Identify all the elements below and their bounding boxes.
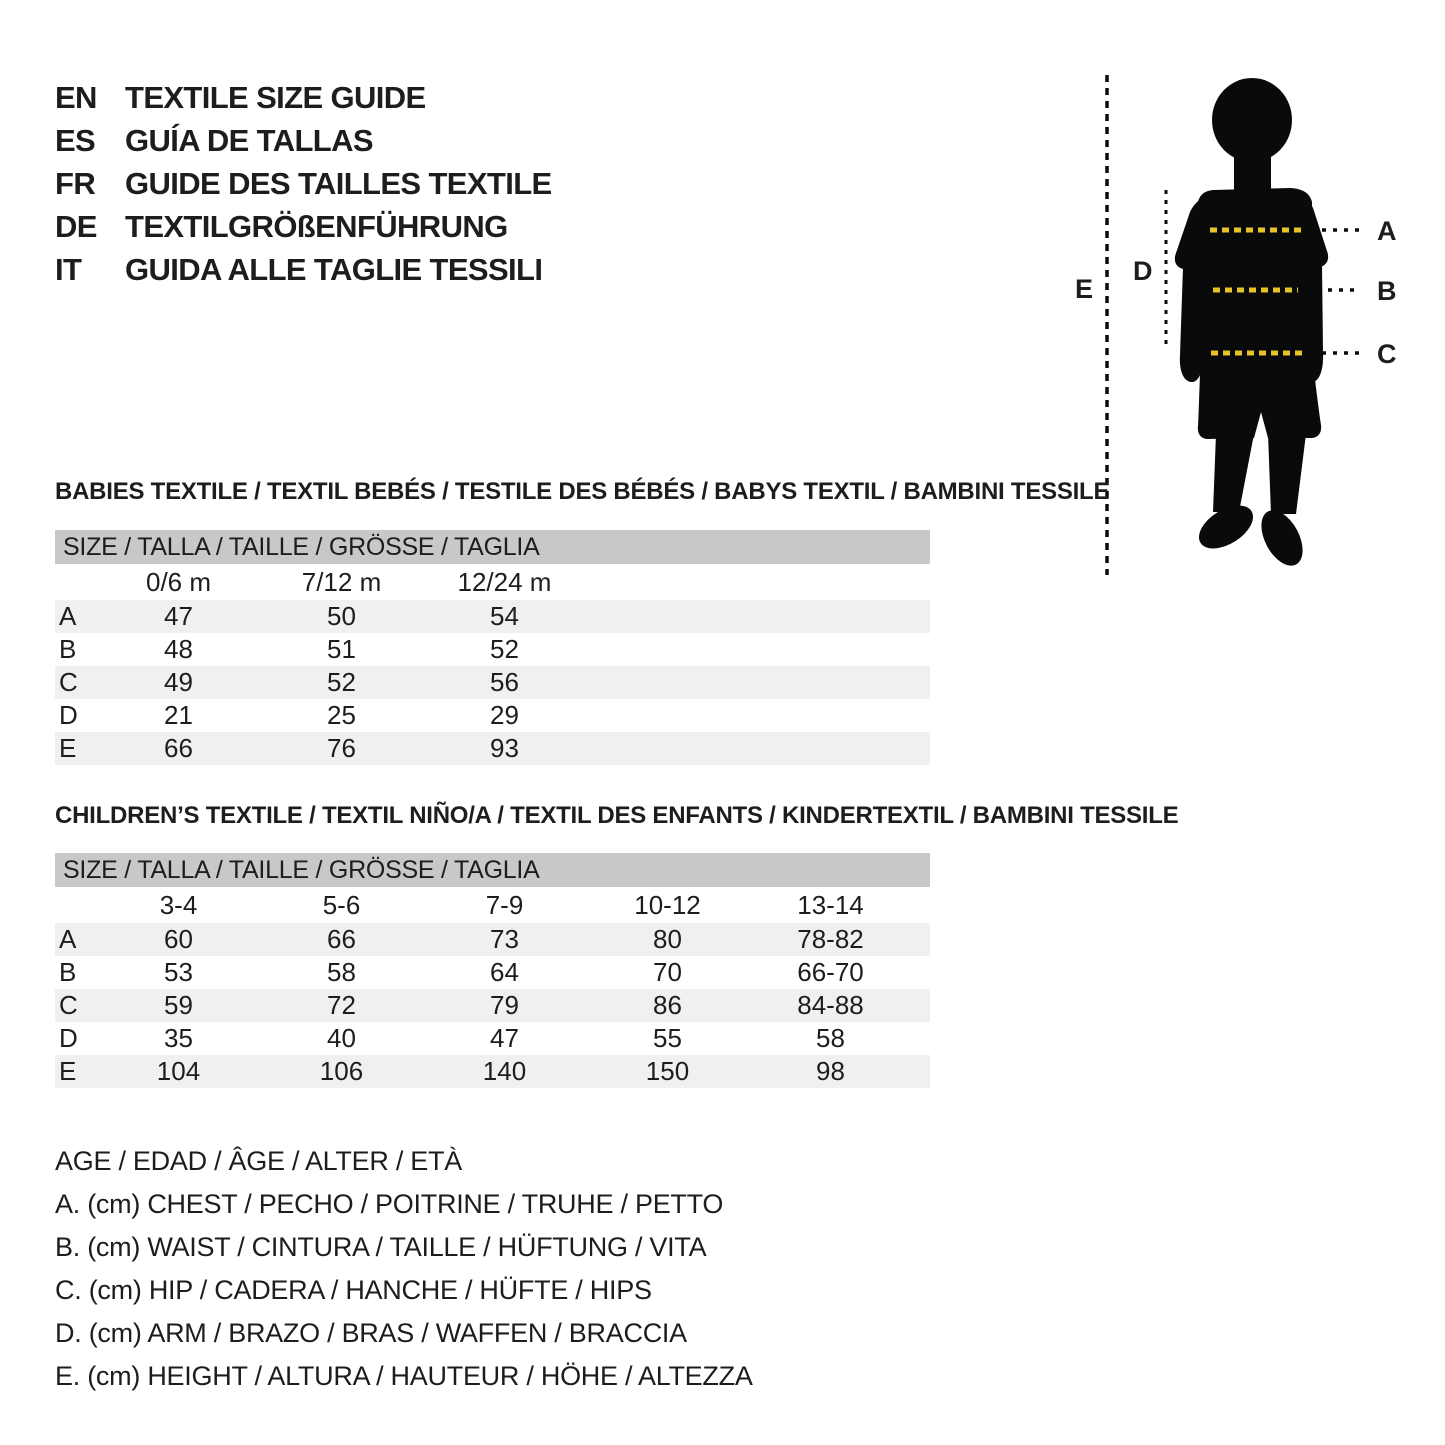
table-row-c xyxy=(55,666,930,699)
lang-row-en xyxy=(55,76,552,119)
table-cell: 84-88 xyxy=(797,990,864,1020)
babies-column-header-row xyxy=(55,564,930,600)
table-cell: 60 xyxy=(164,924,193,954)
table-cell: 55 xyxy=(653,1023,682,1053)
table-cell: 80 xyxy=(653,924,682,954)
table-row-c xyxy=(55,989,930,1022)
lang-code: DE xyxy=(55,208,97,244)
table-cell: 25 xyxy=(327,700,356,730)
label-e: E xyxy=(1075,274,1094,304)
column-header: 7-9 xyxy=(485,889,524,920)
table-cell: 79 xyxy=(490,990,519,1020)
table-cell: 53 xyxy=(164,957,193,987)
column-header: 10-12 xyxy=(634,889,701,920)
table-cell: 47 xyxy=(164,601,193,631)
table-row-d xyxy=(55,1022,930,1055)
table-cell: 66-70 xyxy=(797,957,864,987)
table-cell: 59 xyxy=(164,990,193,1020)
lang-code: EN xyxy=(55,79,97,115)
table-cell: 106 xyxy=(319,1056,364,1086)
children-section-title: CHILDREN’S TEXTILE / TEXTIL NIÑO/A / TEXTIL DES ENFANTS / KINDERTEXTIL / BAMBINI TESSILE xyxy=(55,802,1179,829)
label-a: A xyxy=(1377,216,1397,246)
table-cell: 66 xyxy=(327,924,356,954)
legend-height: E. (cm) HEIGHT / ALTURA / HAUTEUR / HÖHE / ALTEZZA xyxy=(55,1361,753,1391)
row-label: A xyxy=(59,601,77,631)
guide-title-it: GUIDA ALLE TAGLIE TESSILI xyxy=(125,251,543,287)
table-cell: 86 xyxy=(653,990,682,1020)
table-row-e xyxy=(55,1055,930,1088)
table-cell: 47 xyxy=(490,1023,519,1053)
lang-row-fr xyxy=(55,162,552,205)
table-cell: 52 xyxy=(490,634,519,664)
lang-code: IT xyxy=(55,251,82,287)
row-label: C xyxy=(59,990,78,1020)
table-row-d xyxy=(55,699,930,732)
measurement-diagram xyxy=(1055,60,1425,590)
table-cell: 35 xyxy=(164,1023,193,1053)
babies-table-section xyxy=(55,530,930,765)
lang-row-it xyxy=(55,248,552,291)
table-cell: 56 xyxy=(490,667,519,697)
table-cell: 29 xyxy=(490,700,519,730)
column-header: 5-6 xyxy=(322,889,361,920)
legend-arm: D. (cm) ARM / BRAZO / BRAS / WAFFEN / BRACCIA xyxy=(55,1318,687,1348)
table-cell: 72 xyxy=(327,990,356,1020)
children-column-header-row xyxy=(55,887,930,923)
label-b: B xyxy=(1377,276,1397,306)
measurement-legend xyxy=(55,1140,753,1398)
table-cell: 21 xyxy=(164,700,193,730)
table-cell: 70 xyxy=(653,957,682,987)
table-cell: 66 xyxy=(164,733,193,763)
row-label: B xyxy=(59,957,77,987)
legend-hip: C. (cm) HIP / CADERA / HANCHE / HÜFTE / HIPS xyxy=(55,1275,652,1305)
table-row-b xyxy=(55,956,930,989)
babies-size-header-bar: SIZE / TALLA / TAILLE / GRÖSSE / TAGLIA xyxy=(55,530,930,564)
table-cell: 140 xyxy=(482,1056,527,1086)
row-label: C xyxy=(59,667,78,697)
table-cell: 49 xyxy=(164,667,193,697)
child-measure-figure xyxy=(1055,60,1425,590)
row-label: E xyxy=(59,733,77,763)
legend-waist: B. (cm) WAIST / CINTURA / TAILLE / HÜFTUNG / VITA xyxy=(55,1232,707,1262)
table-cell: 64 xyxy=(490,957,519,987)
lang-code: FR xyxy=(55,165,96,201)
table-cell: 58 xyxy=(816,1023,845,1053)
table-cell: 76 xyxy=(327,733,356,763)
table-row-a xyxy=(55,923,930,956)
table-row-e xyxy=(55,732,930,765)
lang-row-es xyxy=(55,119,552,162)
column-header: 3-4 xyxy=(159,889,198,920)
table-cell: 93 xyxy=(490,733,519,763)
column-header: 12/24 m xyxy=(457,566,552,597)
label-c: C xyxy=(1377,339,1397,369)
table-cell: 52 xyxy=(327,667,356,697)
children-table-section xyxy=(55,853,930,1088)
table-cell: 51 xyxy=(327,634,356,664)
table-cell: 73 xyxy=(490,924,519,954)
column-header: 7/12 m xyxy=(301,566,382,597)
guide-title-fr: GUIDE DES TAILLES TEXTILE xyxy=(125,165,552,201)
table-cell: 50 xyxy=(327,601,356,631)
table-cell: 78-82 xyxy=(797,924,864,954)
table-row-b xyxy=(55,633,930,666)
children-size-header-bar: SIZE / TALLA / TAILLE / GRÖSSE / TAGLIA xyxy=(55,853,930,887)
table-row-a xyxy=(55,600,930,633)
row-label: D xyxy=(59,700,78,730)
table-cell: 98 xyxy=(816,1056,845,1086)
table-cell: 40 xyxy=(327,1023,356,1053)
table-cell: 48 xyxy=(164,634,193,664)
table-cell: 104 xyxy=(156,1056,201,1086)
guide-title-es: GUÍA DE TALLAS xyxy=(125,122,373,158)
lang-code: ES xyxy=(55,122,96,158)
column-header: 0/6 m xyxy=(145,566,212,597)
row-label: E xyxy=(59,1056,77,1086)
child-silhouette xyxy=(1175,78,1328,572)
table-cell: 54 xyxy=(490,601,519,631)
language-title-block xyxy=(55,76,552,291)
table-cell: 150 xyxy=(645,1056,690,1086)
babies-section-title: BABIES TEXTILE / TEXTIL BEBÉS / TESTILE DES BÉBÉS / BABYS TEXTIL / BAMBINI TESSILE xyxy=(55,478,1110,505)
row-label: D xyxy=(59,1023,78,1053)
legend-age: AGE / EDAD / ÂGE / ALTER / ETÀ xyxy=(55,1146,463,1176)
lang-row-de xyxy=(55,205,552,248)
guide-title-de: TEXTILGRÖßENFÜHRUNG xyxy=(125,208,508,244)
table-cell: 58 xyxy=(327,957,356,987)
row-label: A xyxy=(59,924,77,954)
legend-chest: A. (cm) CHEST / PECHO / POITRINE / TRUHE / PETTO xyxy=(55,1189,724,1219)
guide-title-en: TEXTILE SIZE GUIDE xyxy=(125,79,426,115)
label-d: D xyxy=(1133,256,1153,286)
row-label: B xyxy=(59,634,77,664)
column-header: 13-14 xyxy=(797,889,864,920)
